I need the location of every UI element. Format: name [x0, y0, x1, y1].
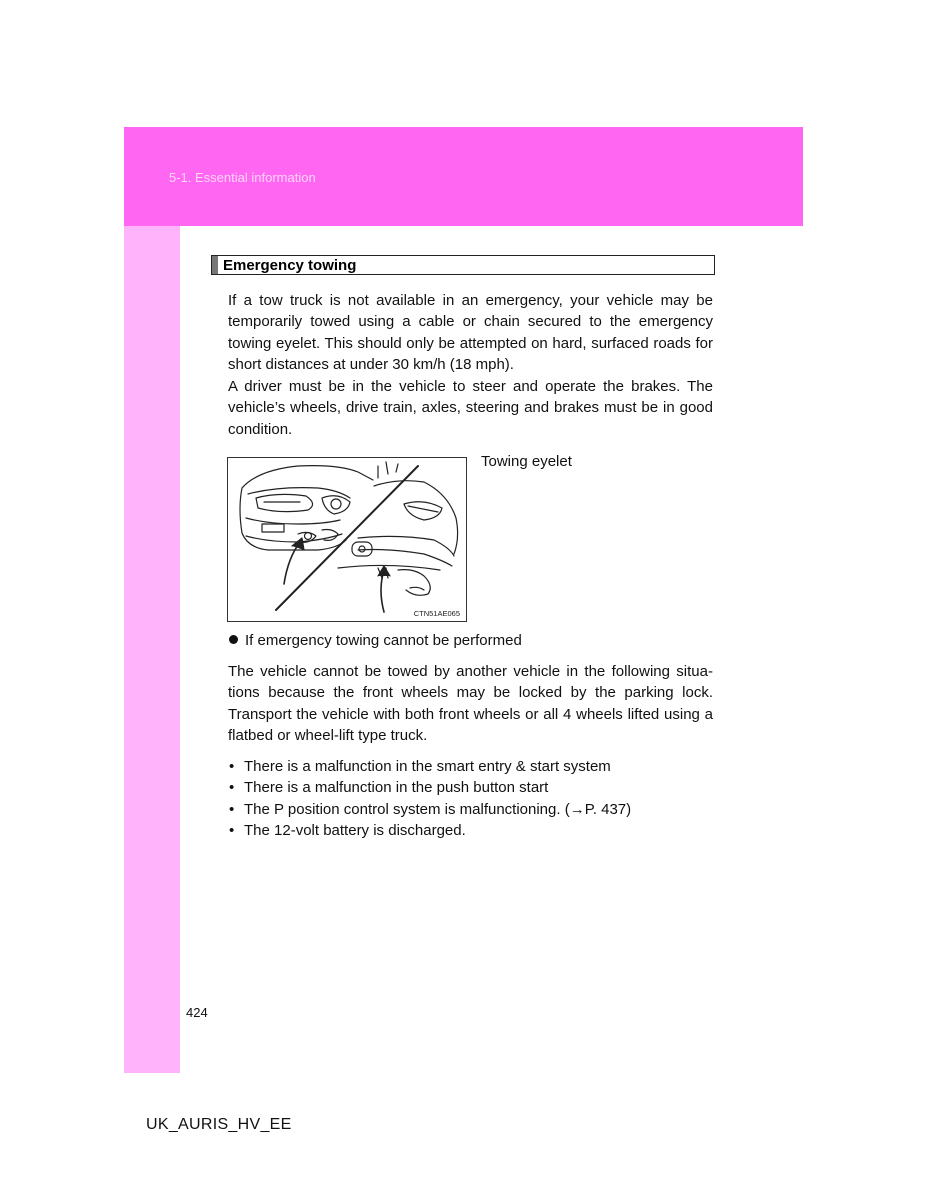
intro-paragraph-1: If a tow truck is not available in an emergency, your vehicle may be temporarily towed using a cable or chain secured to the emergency towing eyelet. This should only be attempted on hard, surfaced roads for short distances at under 30 km/h (18 mph).: [228, 292, 713, 373]
subsection-heading-text: If emergency towing cannot be performed: [245, 632, 522, 649]
title-accent-bar: [212, 256, 218, 274]
subsection-paragraph: The vehicle cannot be towed by another vehicle in the following situa-tions because the front wheels may be locked by the parking lock. Transport the vehicle with both front wheels or all 4 wheels lifted using a flatbed or wheel-lift type truck.: [228, 663, 713, 744]
section-title: Emergency towing: [223, 257, 357, 274]
towing-eyelet-figure: [227, 457, 467, 622]
bullet-marker: •: [229, 800, 235, 818]
figure-callout: Towing eyelet: [481, 453, 572, 470]
car-front-illustration: [228, 458, 466, 621]
subsection-heading: [229, 632, 522, 649]
condition-list: [228, 756, 631, 841]
list-item-text: The P position control system is malfunctioning. (→P. 437): [244, 800, 632, 818]
intro-paragraph-2: A driver must be in the vehicle to steer and operate the brakes. The vehicle’s wheels, drive train, axles, steering and brakes must be in good condition.: [228, 378, 713, 438]
list-item: [228, 799, 631, 820]
list-item: [228, 756, 631, 777]
list-item: [228, 820, 631, 841]
section-label: 5-1. Essential information: [169, 170, 316, 185]
list-item-text: There is a malfunction in the smart entry & start system: [244, 758, 611, 775]
figure-code: CTN51AE065: [413, 609, 460, 618]
bullet-marker: •: [229, 821, 235, 839]
bullet-marker: •: [229, 779, 235, 797]
header-band: [124, 127, 803, 226]
bullet-dot-icon: [229, 635, 238, 644]
list-item-text: The 12-volt battery is discharged.: [244, 821, 466, 839]
bullet-marker: •: [229, 758, 235, 775]
page-number: 424: [186, 1005, 208, 1020]
section-title-box: [211, 255, 715, 275]
list-item-text: There is a malfunction in the push button start: [244, 779, 549, 797]
side-band: [124, 226, 180, 1073]
footer-code: UK_AURIS_HV_EE: [146, 1116, 292, 1133]
list-item: [228, 777, 631, 798]
